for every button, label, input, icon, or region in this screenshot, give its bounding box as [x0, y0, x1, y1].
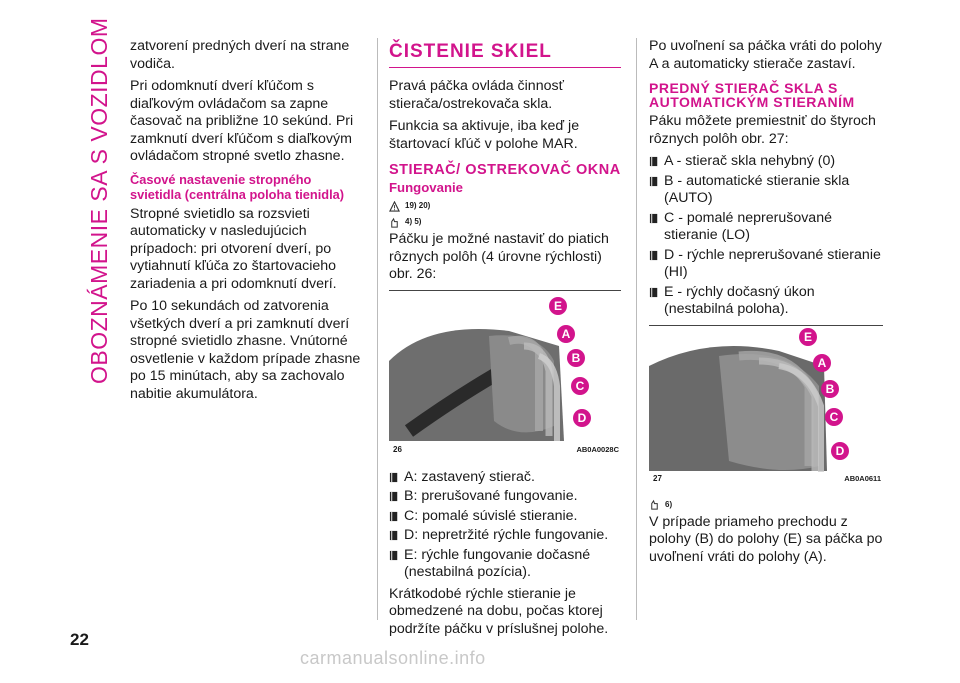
book-icon [649, 176, 660, 187]
position-label-a: A [813, 354, 831, 372]
figure-code: AB0A0611 [844, 474, 881, 483]
paragraph: Pri odomknutí dverí kľúčom s diaľkovým ovládačom sa zapne časovač na približne 10 sekúnd. Pri zamknutí dverí kľúčom s diaľkovým ovládačom stropné svetlo zhasne. [130, 78, 354, 164]
reference-text: 6) [665, 499, 673, 509]
reference-text: 19) 20) [405, 201, 431, 211]
list-item [649, 173, 883, 208]
position-label-d: D [573, 409, 591, 427]
book-icon [389, 530, 400, 541]
list-item-text: E: rýchle fungovanie dočasné (nestabilná pozícia). [404, 546, 591, 580]
page-number: 22 [70, 630, 89, 649]
position-label-a: A [557, 325, 575, 343]
paragraph: Páčku je možné nastaviť do piatich rôznych polôh (4 úrovne rýchlosti) obr. 26: [389, 231, 609, 282]
subsection-heading: PREDNÝ STIERAČ SKLA S AUTOMATICKÝM STIERANÍM [649, 80, 855, 110]
list-item-text: B - automatické stieranie skla (AUTO) [664, 172, 850, 206]
list-item-text: D: nepretržité rýchle fungovanie. [404, 527, 609, 543]
list-item [649, 284, 883, 319]
book-icon [389, 511, 400, 522]
figure-26 [389, 290, 621, 461]
list-item [389, 508, 621, 526]
figure-27 [649, 325, 883, 490]
position-label-c: C [825, 408, 843, 426]
figure-number: 26 [393, 445, 402, 454]
list-item [389, 547, 621, 582]
book-icon [389, 472, 400, 483]
paragraph: zatvorení predných dverí na strane vodiča. [130, 38, 350, 72]
book-icon [649, 250, 660, 261]
paragraph: V prípade priameho prechodu z polohy (B) do polohy (E) sa páčka po uvoľnení vráti do polohy (A). [649, 513, 883, 565]
subsubsection-heading: Fungovanie [389, 180, 463, 195]
list-item [389, 488, 621, 506]
list-item-text: C - pomalé neprerušované stieranie (LO) [664, 209, 832, 243]
warning-icon [389, 201, 400, 212]
book-icon [649, 287, 660, 298]
list-item-text: A - stierač skla nehybný (0) [664, 153, 836, 169]
caution-hand-icon [649, 499, 660, 510]
book-icon [649, 156, 660, 167]
book-icon [389, 491, 400, 502]
list-item-text: D - rýchle neprerušované stieranie (HI) [664, 246, 881, 280]
chapter-side-title: OBOZNÁMENIE SA S VOZIDLOM [86, 17, 112, 384]
position-label-b: B [821, 380, 839, 398]
position-label-e: E [799, 328, 817, 346]
section-subheading: Časové nastavenie stropného svietidla (centrálna poloha tienidla) [130, 171, 345, 202]
list-item-text: C: pomalé súvislé stieranie. [404, 507, 578, 524]
column-2 [389, 38, 621, 643]
paragraph: Po uvoľnení sa páčka vráti do polohy A a automaticky stierače zastaví. [649, 38, 882, 72]
warning-reference [389, 199, 621, 213]
caution-hand-icon [389, 217, 400, 228]
figure-number: 27 [653, 474, 662, 483]
caution-reference [649, 498, 883, 512]
column-3 [649, 38, 883, 571]
paragraph: Funkcia sa aktivuje, iba keď je štartovací kľúč v polohe MAR. [389, 118, 580, 152]
position-label-c: C [571, 377, 589, 395]
position-label-d: D [831, 442, 849, 460]
list-item [649, 247, 883, 282]
list-item [649, 153, 883, 171]
column-divider [636, 38, 637, 620]
list-item-text: B: prerušované fungovanie. [404, 488, 578, 504]
list-item-text: E - rýchly dočasný úkon (nestabilná poloha). [664, 283, 815, 317]
book-icon [389, 550, 400, 561]
paragraph: Pravá páčka ovláda činnosť stierača/ostrekovača skla. [389, 78, 564, 112]
paragraph: Po 10 sekundách od zatvorenia všetkých dverí a pri zamknutí dverí stropné svietidlo zhasne. Vnútorné osvetlenie v každom prípade zhasne po 15 minútach, aby sa zachovalo nabitie akumulátora. [130, 298, 361, 402]
paragraph: Stropné svietidlo sa rozsvieti automaticky v nasledujúcich prípadoch: pri otvorení dverí, po vytiahnutí kľúča zo štartovacieho zariadenia a pri odomknutí dverí. [130, 205, 337, 292]
column-divider [377, 38, 378, 620]
position-label-b: B [567, 349, 585, 367]
paragraph: Páku môžete premiestniť do štyroch rôznych polôh obr. 27: [649, 113, 876, 147]
list-item [389, 527, 621, 545]
reference-text: 4) 5) [405, 217, 422, 227]
position-label-e: E [549, 297, 567, 315]
list-item [389, 469, 621, 487]
caution-reference [389, 215, 621, 229]
section-heading: ČISTENIE SKIEL [389, 42, 621, 68]
column-1 [130, 38, 366, 408]
list-item-text: A: zastavený stierač. [404, 468, 535, 485]
paragraph: Krátkodobé rýchle stieranie je obmedzené na dobu, počas ktorej podržíte páčku v príslušnej polohe. [389, 585, 609, 637]
subsection-heading: STIERAČ/ OSTREKOVAČ OKNA [389, 162, 621, 178]
book-icon [649, 213, 660, 224]
figure-code: AB0A0028C [576, 445, 619, 454]
wiper-stalk-auto-illustration [649, 326, 883, 490]
list-item [649, 210, 883, 245]
watermark-footer: carmanualsonline.info [300, 648, 486, 668]
wiper-stalk-illustration [389, 291, 621, 461]
